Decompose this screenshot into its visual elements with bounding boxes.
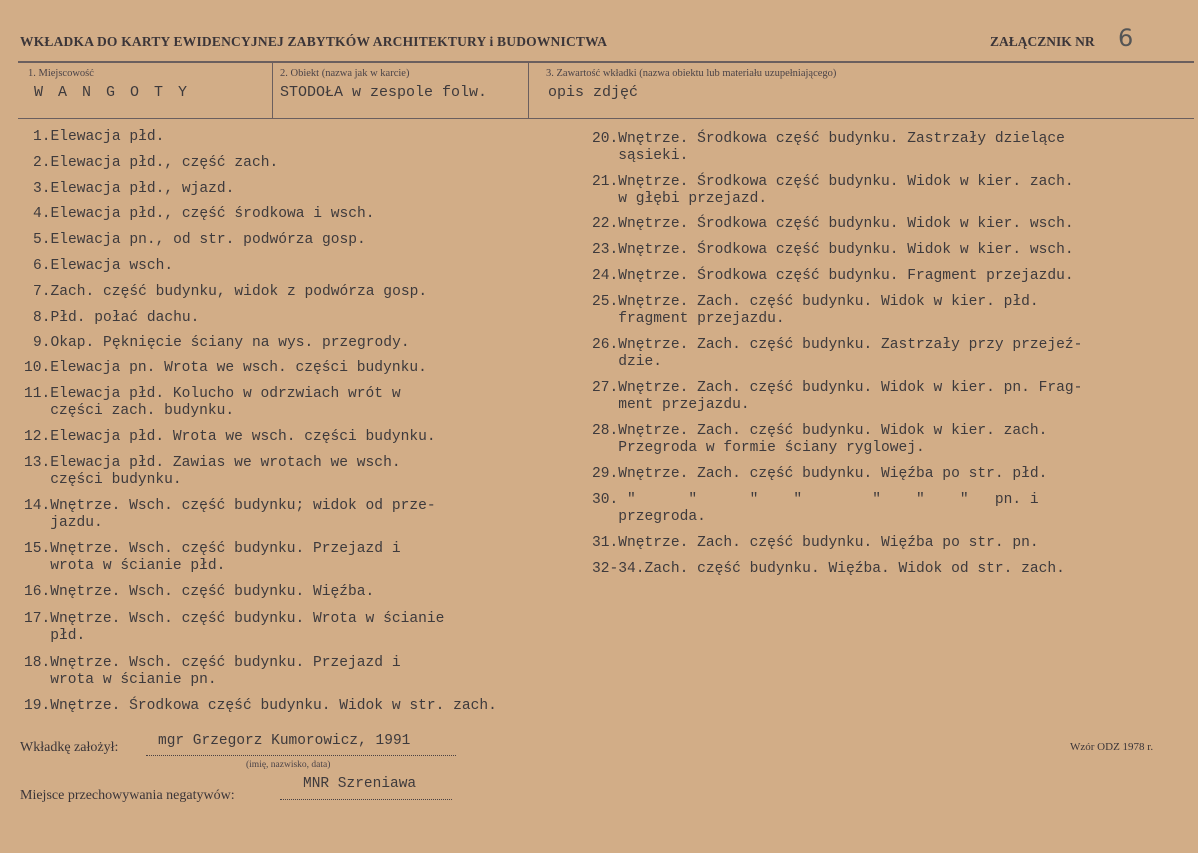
photo-entry-26: 26.Wnętrze. Zach. część budynku. Zastrzały przy przejeź- dzie. <box>592 337 1083 370</box>
field-object-label: 2. Obiekt (nazwa jak w karcie) <box>280 68 410 79</box>
form-template-label: Wzór ODZ 1978 r. <box>1070 741 1154 753</box>
photo-entry-27: 27.Wnętrze. Zach. część budynku. Widok w kier. pn. Frag- ment przejazdu. <box>592 380 1083 413</box>
photo-entry-32-34: 32-34.Zach. część budynku. Więźba. Widok od str. zach. <box>592 561 1065 577</box>
photo-entry-16: 16.Wnętrze. Wsch. część budynku. Więźba. <box>24 584 375 600</box>
photo-entry-19: 19.Wnętrze. Środkowa część budynku. Widok w str. zach. <box>24 698 497 714</box>
photo-entry-13: 13.Elewacja płd. Zawias we wrotach we wsch. części budynku. <box>24 455 401 488</box>
card-title: WKŁADKA DO KARTY EWIDENCYJNEJ ZABYTKÓW ARCHITEKTURY i BUDOWNICTWA <box>20 34 608 49</box>
field-divider-1 <box>272 62 273 118</box>
photo-entry-4: 4.Elewacja płd., część środkowa i wsch. <box>33 206 375 222</box>
photo-entry-15: 15.Wnętrze. Wsch. część budynku. Przejazd i wrota w ścianie płd. <box>24 541 401 574</box>
photo-entry-25: 25.Wnętrze. Zach. część budynku. Widok w kier. płd. fragment przejazdu. <box>592 294 1039 327</box>
field-contents-value: opis zdjęć <box>548 84 639 101</box>
field-locality-label: 1. Miejscowość <box>28 68 94 79</box>
field-contents-label: 3. Zawartość wkładki (nazwa obiektu lub materiału uzupełniającego) <box>546 68 837 79</box>
photo-entry-1: 1.Elewacja płd. <box>33 129 165 145</box>
photo-entry-9: 9.Okap. Pęknięcie ściany na wys. przegrody. <box>33 335 410 351</box>
attachment-label: ZAŁĄCZNIK NR <box>990 34 1095 49</box>
photo-entry-18: 18.Wnętrze. Wsch. część budynku. Przejazd i wrota w ścianie pn. <box>24 655 401 688</box>
photo-entry-29: 29.Wnętrze. Zach. część budynku. Więźba po str. płd. <box>592 466 1048 482</box>
founder-dotted-line <box>146 755 456 756</box>
photo-entry-12: 12.Elewacja płd. Wrota we wsch. części budynku. <box>24 429 436 445</box>
photo-entry-31: 31.Wnętrze. Zach. część budynku. Więźba po str. pn. <box>592 535 1039 551</box>
founder-label: Wkładkę założył: <box>20 740 119 755</box>
field-divider-2 <box>528 62 529 118</box>
photo-entry-7: 7.Zach. część budynku, widok z podwórza gosp. <box>33 284 428 300</box>
top-rule <box>18 61 1194 63</box>
photo-entry-17: 17.Wnętrze. Wsch. część budynku. Wrota w ścianie płd. <box>24 611 445 644</box>
photo-entry-2: 2.Elewacja płd., część zach. <box>33 155 279 171</box>
photo-entry-14: 14.Wnętrze. Wsch. część budynku; widok od prze- jazdu. <box>24 498 436 531</box>
storage-value: MNR Szreniawa <box>303 776 417 792</box>
photo-entry-5: 5.Elewacja pn., od str. podwórza gosp. <box>33 232 366 248</box>
photo-entry-28: 28.Wnętrze. Zach. część budynku. Widok w kier. zach. Przegroda w formie ściany ryglowej. <box>592 423 1048 456</box>
photo-entry-21: 21.Wnętrze. Środkowa część budynku. Widok w kier. zach. w głębi przejazd. <box>592 174 1074 207</box>
photo-entry-22: 22.Wnętrze. Środkowa część budynku. Widok w kier. wsch. <box>592 216 1074 232</box>
photo-entry-8: 8.Płd. połać dachu. <box>33 310 200 326</box>
field-locality-value: W A N G O T Y <box>34 84 191 101</box>
attachment-number: 6 <box>1118 24 1134 52</box>
photo-entry-20: 20.Wnętrze. Środkowa część budynku. Zastrzały dzielące sąsieki. <box>592 131 1065 164</box>
field-object-value: STODOŁA w zespole folw. <box>280 84 488 101</box>
photo-entry-10: 10.Elewacja pn. Wrota we wsch. części budynku. <box>24 360 427 376</box>
photo-entry-3: 3.Elewacja płd., wjazd. <box>33 181 235 197</box>
photo-entry-30: 30. " " " " " " " pn. i przegroda. <box>592 492 1039 525</box>
founder-hint: (imię, nazwisko, data) <box>246 760 331 770</box>
founder-value: mgr Grzegorz Kumorowicz, 1991 <box>158 733 411 749</box>
fields-bottom-rule <box>18 118 1194 119</box>
storage-dotted-line <box>280 799 452 800</box>
photo-entry-11: 11.Elewacja płd. Kolucho w odrzwiach wrót w części zach. budynku. <box>24 386 401 419</box>
photo-entry-23: 23.Wnętrze. Środkowa część budynku. Widok w kier. wsch. <box>592 242 1074 258</box>
photo-entry-24: 24.Wnętrze. Środkowa część budynku. Fragment przejazdu. <box>592 268 1074 284</box>
storage-label: Miejsce przechowywania negatywów: <box>20 788 235 803</box>
photo-entry-6: 6.Elewacja wsch. <box>33 258 174 274</box>
